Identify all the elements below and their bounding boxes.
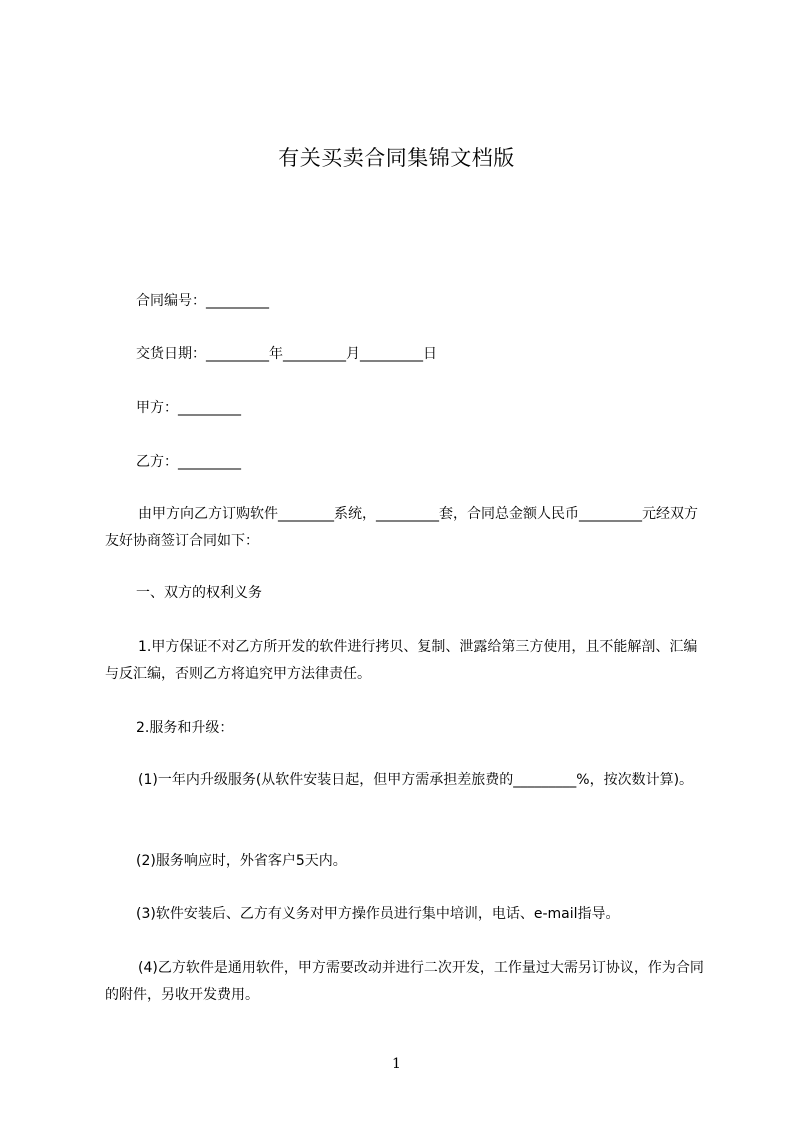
sub3-line: (3)软件安装后、乙方有义务对甲方操作员进行集中培训，电话、e-mail指导。: [136, 906, 620, 922]
item1-text: 1.甲方保证不对乙方所开发的软件进行拷贝、复制、泄露给第三方使用，且不能解剖、汇编与反汇编，否则乙方将追究甲方法律责任。: [105, 639, 698, 682]
delivery-date-line: 交货日期：_________年_________月_________日: [136, 346, 437, 362]
sub4-paragraph: [105, 955, 705, 1009]
page-number: 1: [392, 1056, 401, 1072]
party-a-line: 甲方：_________: [136, 400, 241, 416]
intro-text: 由甲方向乙方订购软件________系统，_________套，合同总金额人民币_________元经双方友好协商签订合同如下：: [105, 506, 698, 549]
sub1-text: (1)一年内升级服务(从软件安装日起，但甲方需承担差旅费的_________%，按次数计算)。: [138, 772, 694, 788]
sub1-paragraph: [105, 767, 705, 794]
intro-paragraph: [105, 501, 705, 555]
item2-heading: 2.服务和升级：: [136, 720, 234, 736]
item1-paragraph: [105, 634, 705, 688]
party-b-line: 乙方：_________: [136, 454, 241, 470]
sub2-line: (2)服务响应时，外省客户5天内。: [136, 853, 347, 869]
contract-number-line: 合同编号：_________: [136, 293, 269, 309]
section1-heading: 一、双方的权利义务: [136, 585, 262, 601]
document-title: 有关买卖合同集锦文档版: [278, 146, 515, 170]
sub4-text: (4)乙方软件是通用软件，甲方需要改动并进行二次开发，工作量过大需另订协议，作为合同的附件，另收开发费用。: [105, 960, 704, 1003]
